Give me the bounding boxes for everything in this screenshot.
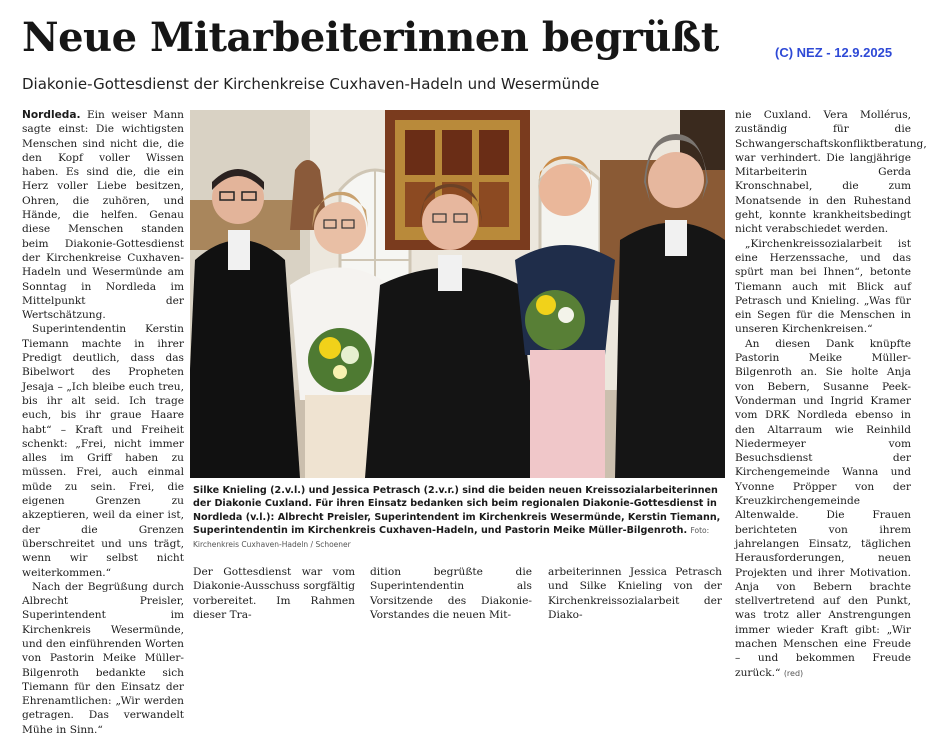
paragraph-6-text: An diesen Dank knüpfte Pastorin Meike Müller-Bilgenroth an. Sie holte Anja von Bebern, Susanne Peek-Vonderman und Ingrid Kramer vom DRK Nordleda ebenso in den Altarraum wie Reinhild Niedermeyer vom Besuchsdienst der Kirchengemeinde Wanna und Yvonne Pröpper von der Kreuzkirchengemeinde Altenwalde. Die Frauen berichteten von ihrem jahrelangen Einsatz, täglichen Herausforderungen, neuen Projekten und ihrer Motivation. Anja von Bebern brachte stellvertretend auf den Punkt, was trotz aller Anstrengungen immer wieder Kraft gibt: „Wir machen Menschen eine Freude – und bekommen Freude zurück.“ [735, 337, 911, 679]
paragraph-5: „Kirchenkreissozialarbeit ist eine Herzenssache, und das spürt man bei Ihnen“, betonte Tiemann auch mit Blick auf Petrasch und Knieling. „Was für ein Segen für die Menschen in unseren Kirchenkreisen.“ [735, 237, 911, 336]
article-column-4 [548, 565, 722, 622]
column-2-text: Der Gottesdienst war vom Diakonie-Ausschuss sorgfältig vorbereitet. Im Rahmen dieser Tra- [193, 566, 355, 621]
caption-text: Silke Knieling (2.v.l.) und Jessica Petrasch (2.v.r.) sind die beiden neuen Kreissozialarbeiterinnen der Diakonie Cuxland. Für ihren Einsatz bedanken sich beim regionalen Diakonie-Gottesdienst in Nordleda (v.l.): Albrecht Preisler, Superintendent im Kirchenkreis Wesermünde, Kerstin Tiemann, Superintendentin im Kirchenkreis Cuxhaven-Hadeln, und Pastorin Meike Müller-Bilgenroth. [193, 485, 721, 537]
article-column-5 [735, 108, 927, 681]
headline: Neue Mitarbeiterinnen begrüßt [22, 14, 719, 61]
copyright-notice: (C) NEZ - 12.9.2025 [775, 45, 893, 60]
article-column-3 [370, 565, 532, 622]
paragraph-1 [22, 108, 184, 322]
article-photo [190, 110, 725, 478]
column-3-text: dition begrüßte die Superintendentin als Vorsitzende des Diakonie-Vorstandes die neuen Mit- [370, 566, 532, 621]
paragraph-3: Nach der Begrüßung durch Albrecht Preisler, Superintendent im Kirchenkreis Wesermünde, und den einführenden Worten von Pastorin Meike Müller-Bilgenroth bedankte sich Tiemann für den Einsatz der Ehrenamtlichen: „Wir werden getragen. Das verwandelt Mühe in Sinn.“ [22, 580, 184, 736]
paragraph-2: Superintendentin Kerstin Tiemann machte in ihrer Predigt deutlich, dass das Bibelwort des Propheten Jesaja – „Ich bleibe euch treu, bis ihr alt seid. Ich trage euch, bis ihr graue Haare habt“ – Kraft und Freiheit schenkt: „Frei, nicht immer alles im Griff haben zu müssen. Frei, auch einmal müde zu sein. Frei, die eigenen Grenzen zu akzeptieren, weil da einer ist, der die Grenzen überschreitet und uns trägt, wenn wir selbst nicht weiterkommen.“ [22, 323, 184, 579]
photo-caption [193, 484, 723, 551]
photo-credit: Foto: Kirchenkreis Cuxhaven-Hadeln / Schoener [193, 526, 710, 549]
article-column-2 [193, 565, 355, 622]
dateline: Nordleda. [22, 109, 81, 121]
column-4-text: arbeiterinnen Jessica Petrasch und Silke Knieling von der Kirchenkreissozialarbeit der Diako- [548, 566, 722, 621]
article-column-1 [22, 108, 184, 737]
paragraph-6 [735, 337, 911, 681]
paragraph-4: nie Cuxland. Vera Mollérus, zuständig für die Schwangerschaftskonfliktberatung, war verhindert. Die langjährige Mitarbeiterin Gerda Kronschnabel, die zum Monatsende in den Ruhestand geht, konnte krankheitsbedingt nicht verabschiedet werden. [735, 109, 927, 236]
church-group-photo [190, 110, 725, 478]
author-sign: (red) [783, 668, 804, 678]
paragraph-1-text: Ein weiser Mann sagte einst: Die wichtigsten Menschen sind nicht die, die den Kopf voller Wissen haben. Es sind die, die ein Herz voller Liebe besitzen, Ohren, die zuhören, und Hände, die helfen. Genau diese Menschen standen beim Diakonie-Gottesdienst der Kirchenkreise Cuxhaven-Hadeln und Wesermünde am Sonntag in Nordleda im Mittelpunkt der Wertschätzung. [22, 109, 184, 322]
subheadline: Diakonie-Gottesdienst der Kirchenkreise Cuxhaven-Hadeln und Wesermünde [22, 75, 600, 93]
